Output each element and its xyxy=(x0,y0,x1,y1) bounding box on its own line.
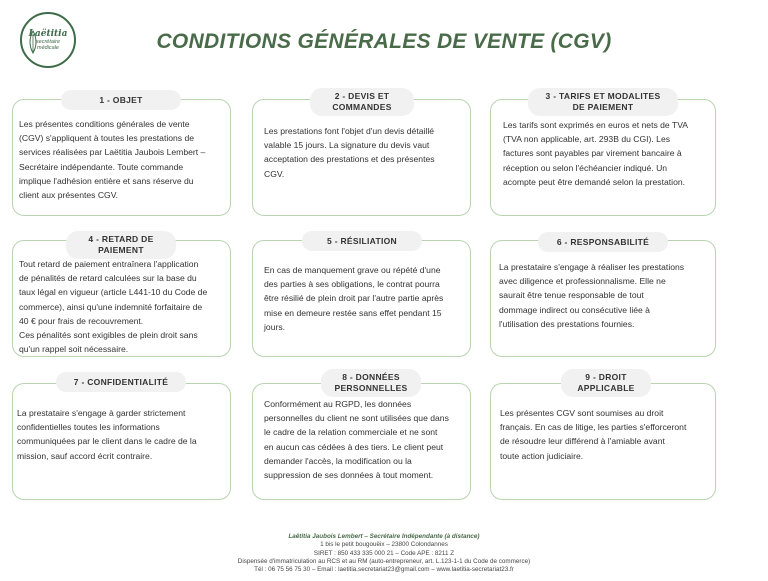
page-title: CONDITIONS GÉNÉRALES DE VENTE (CGV) xyxy=(156,30,612,53)
section-text-responsabilite: La prestataire s'engage à réaliser les prestations avec diligence et professionnalisme. Elle ne saurait être tenue responsable de tout dommage indirect ou consécutive liée à l'utilisation des prestations fournies. xyxy=(499,262,685,329)
logo-subtitle-1: secrétaire xyxy=(35,38,61,45)
section-text-donnees: Conformément au RGPD, les données personnelles du client ne sont utilisées que dans le cadre de la relation commerciale et ne sont en aucun cas cédées à des tiers. Le client peut demander l'accès, la modification ou la suppression de ses données à tout moment. xyxy=(264,399,449,481)
section-text-tarifs: Les tarifs sont exprimés en euros et nets de TVA (TVA non applicable, art. 293B du CGI). Les factures sont payables par virement bancaire à réception ou selon l'échéancier indiqué. Un acompte peut être demandé selon la prestation. xyxy=(503,120,689,187)
section-text-resiliation: En cas de manquement grave ou répété d'une des parties à ses obligations, le contrat pourra être résilié de plein droit par l'autre partie après mise en demeure restée sans effet pendant 15 jours. xyxy=(264,265,444,332)
footer-contact: Tél : 06 75 56 75 30 – Email : laetitia.secretariat23@gmail.com – www.laetitia-secretariat23.fr xyxy=(254,566,514,574)
section-text-devis: Les prestations font l'objet d'un devis détaillé valable 15 jours. La signature du devis vaut acceptation des prestations et des présentes CGV. xyxy=(264,126,435,179)
section-text-objet: Les présentes conditions générales de vente (CGV) s'appliquent à toutes les prestations de services réalisées par Laëtitia Jaubois Lembert – Secrétaire indépendante. Toute commande implique l'adhésion entière et sans réserve du client aux présentes CGV. xyxy=(19,119,206,201)
section-heading-responsabilite: 6 - RESPONSABILITÉ xyxy=(538,232,668,252)
section-heading-retard: 4 - RETARD DE PAIEMENT xyxy=(66,231,176,259)
logo-name: Laëtitia xyxy=(28,28,68,39)
section-text-droit: Les présentes CGV sont soumises au droit français. En cas de litige, les parties s'efforceront de résoudre leur différend à l'amiable avant toute action judiciaire. xyxy=(500,408,687,461)
footer-address: 1 bis le petit bougouëix – 23800 Colondannes xyxy=(320,541,448,549)
footer-registration: Dispensée d'immatriculation au RCS et au RM (auto-entrepreneur, art. L.123-1-1 du Code de commerce) xyxy=(237,557,531,565)
logo-subtitle-2: médicale xyxy=(36,45,59,51)
section-text-confidentialite: La prestataire s'engage à garder strictement confidentielles toutes les informations communiquées par le client dans le cadre de la mission, sauf accord écrit contraire. xyxy=(17,408,197,461)
section-heading-tarifs: 3 - TARIFS ET MODALITES DE PAIEMENT xyxy=(528,88,678,116)
section-heading-objet: 1 - OBJET xyxy=(61,90,181,110)
footer-siret: SIRET : 850 433 335 000 21 – Code APE : 8211 Z xyxy=(313,549,455,557)
section-heading-droit: 9 - DROIT APPLICABLE xyxy=(561,369,651,397)
section-heading-devis: 2 - DEVIS ET COMMANDES xyxy=(310,88,414,116)
section-heading-donnees: 8 - DONNÉES PERSONNELLES xyxy=(321,369,421,397)
section-heading-confidentialite: 7 - CONFIDENTIALITÉ xyxy=(56,372,186,392)
section-heading-resiliation: 5 - RÉSILIATION xyxy=(302,231,422,251)
section-text-retard: Tout retard de paiement entraînera l'application de pénalités de retard calculées sur la base du taux légal en vigueur (article L441-10 du Code de commerce), ainsi qu'une indemnité forfaitaire de 40 € pour frais de recouvrement. Ces pénalités sont exigibles de plein droit sans qu'un rappel soit nécessaire. xyxy=(19,259,208,355)
footer-name: Laëtitia Jaubois Lembert – Secrétaire Indépendante (à distance) xyxy=(288,533,480,540)
footer xyxy=(0,533,768,574)
